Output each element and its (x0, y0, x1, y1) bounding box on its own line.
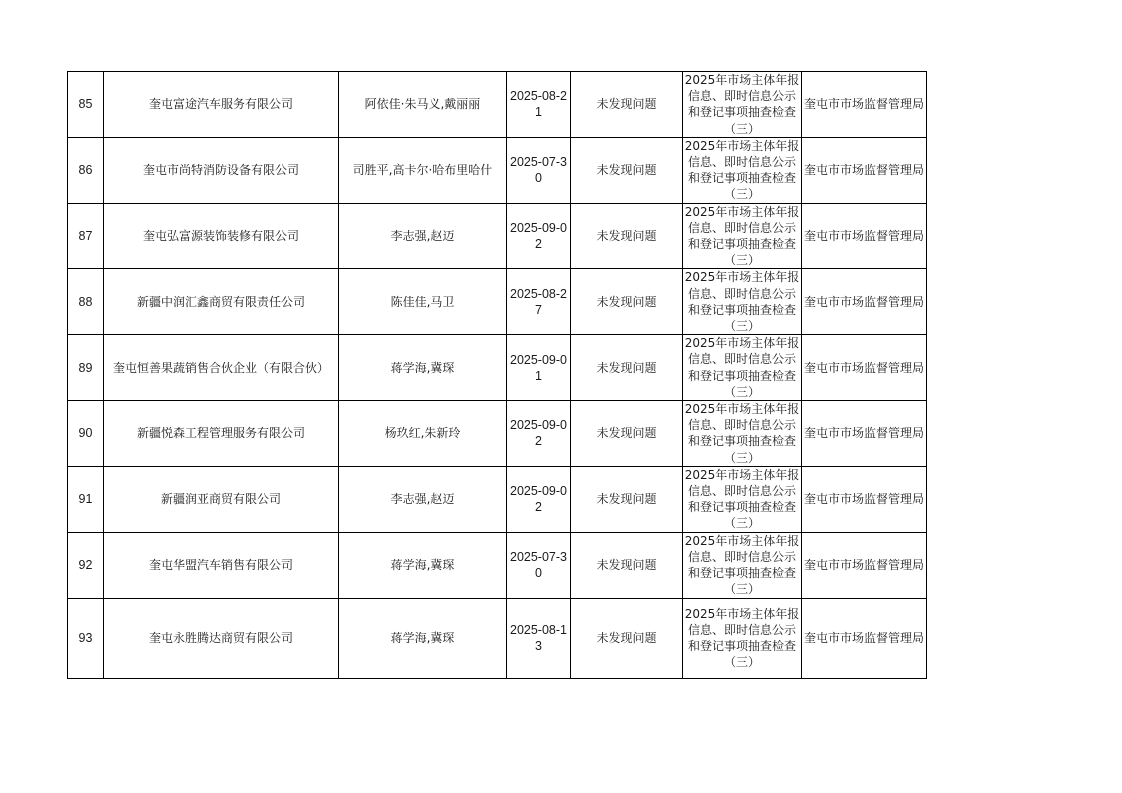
table-row (68, 203, 927, 269)
inspection-result: 未发现问题 (571, 401, 683, 467)
table-row (68, 335, 927, 401)
inspection-result: 未发现问题 (571, 532, 683, 598)
inspection-result: 未发现问题 (571, 269, 683, 335)
inspection-result: 未发现问题 (571, 335, 683, 401)
inspecting-agency: 奎屯市市场监督管理局 (802, 203, 927, 269)
inspecting-agency: 奎屯市市场监督管理局 (802, 137, 927, 203)
table-row (68, 401, 927, 467)
inspection-result: 未发现问题 (571, 203, 683, 269)
inspectors: 阿依佳·朱马义,戴丽丽 (339, 72, 507, 138)
inspection-date: 2025-09-02 (507, 466, 571, 532)
inspection-task: 2025年市场主体年报信息、即时信息公示和登记事项抽查检查（三） (683, 335, 802, 401)
inspectors: 李志强,赵迈 (339, 203, 507, 269)
inspection-task: 2025年市场主体年报信息、即时信息公示和登记事项抽查检查（三） (683, 466, 802, 532)
inspecting-agency: 奎屯市市场监督管理局 (802, 335, 927, 401)
row-number: 89 (68, 335, 104, 401)
inspectors: 蒋学海,冀琛 (339, 335, 507, 401)
inspecting-agency: 奎屯市市场监督管理局 (802, 598, 927, 678)
table-row (68, 598, 927, 678)
table-body (68, 72, 927, 679)
company-name: 新疆润亚商贸有限公司 (104, 466, 339, 532)
row-number: 86 (68, 137, 104, 203)
inspecting-agency: 奎屯市市场监督管理局 (802, 72, 927, 138)
row-number: 88 (68, 269, 104, 335)
row-number: 85 (68, 72, 104, 138)
inspecting-agency: 奎屯市市场监督管理局 (802, 269, 927, 335)
table-row (68, 72, 927, 138)
company-name: 奎屯恒善果蔬销售合伙企业（有限合伙） (104, 335, 339, 401)
inspectors: 杨玖红,朱新玲 (339, 401, 507, 467)
table-row (68, 269, 927, 335)
company-name: 奎屯市尚特消防设备有限公司 (104, 137, 339, 203)
row-number: 90 (68, 401, 104, 467)
inspection-result: 未发现问题 (571, 466, 683, 532)
inspection-task: 2025年市场主体年报信息、即时信息公示和登记事项抽查检查（三） (683, 532, 802, 598)
inspection-date: 2025-09-01 (507, 335, 571, 401)
company-name: 奎屯富途汽车服务有限公司 (104, 72, 339, 138)
inspection-task: 2025年市场主体年报信息、即时信息公示和登记事项抽查检查（三） (683, 203, 802, 269)
inspection-date: 2025-07-30 (507, 532, 571, 598)
table-row (68, 466, 927, 532)
inspection-task: 2025年市场主体年报信息、即时信息公示和登记事项抽查检查（三） (683, 72, 802, 138)
inspection-date: 2025-09-02 (507, 203, 571, 269)
inspection-date: 2025-08-27 (507, 269, 571, 335)
inspection-result: 未发现问题 (571, 137, 683, 203)
inspection-date: 2025-09-02 (507, 401, 571, 467)
company-name: 奎屯弘富源装饰装修有限公司 (104, 203, 339, 269)
inspection-task: 2025年市场主体年报信息、即时信息公示和登记事项抽查检查（三） (683, 598, 802, 678)
row-number: 91 (68, 466, 104, 532)
inspecting-agency: 奎屯市市场监督管理局 (802, 401, 927, 467)
inspectors: 司胜平,高卡尔·哈布里哈什 (339, 137, 507, 203)
inspectors: 李志强,赵迈 (339, 466, 507, 532)
inspection-date: 2025-07-30 (507, 137, 571, 203)
inspection-result: 未发现问题 (571, 72, 683, 138)
company-name: 新疆悦森工程管理服务有限公司 (104, 401, 339, 467)
company-name: 奎屯华盟汽车销售有限公司 (104, 532, 339, 598)
table-row (68, 532, 927, 598)
inspecting-agency: 奎屯市市场监督管理局 (802, 532, 927, 598)
inspectors: 蒋学海,冀琛 (339, 598, 507, 678)
company-name: 奎屯永胜腾达商贸有限公司 (104, 598, 339, 678)
inspection-task: 2025年市场主体年报信息、即时信息公示和登记事项抽查检查（三） (683, 401, 802, 467)
company-name: 新疆中润汇鑫商贸有限责任公司 (104, 269, 339, 335)
inspectors: 陈佳佳,马卫 (339, 269, 507, 335)
inspecting-agency: 奎屯市市场监督管理局 (802, 466, 927, 532)
inspection-task: 2025年市场主体年报信息、即时信息公示和登记事项抽查检查（三） (683, 269, 802, 335)
table-row (68, 137, 927, 203)
inspection-results-table (67, 71, 927, 679)
row-number: 92 (68, 532, 104, 598)
row-number: 93 (68, 598, 104, 678)
row-number: 87 (68, 203, 104, 269)
inspection-date: 2025-08-21 (507, 72, 571, 138)
inspection-date: 2025-08-13 (507, 598, 571, 678)
inspectors: 蒋学海,冀琛 (339, 532, 507, 598)
inspection-result: 未发现问题 (571, 598, 683, 678)
inspection-task: 2025年市场主体年报信息、即时信息公示和登记事项抽查检查（三） (683, 137, 802, 203)
